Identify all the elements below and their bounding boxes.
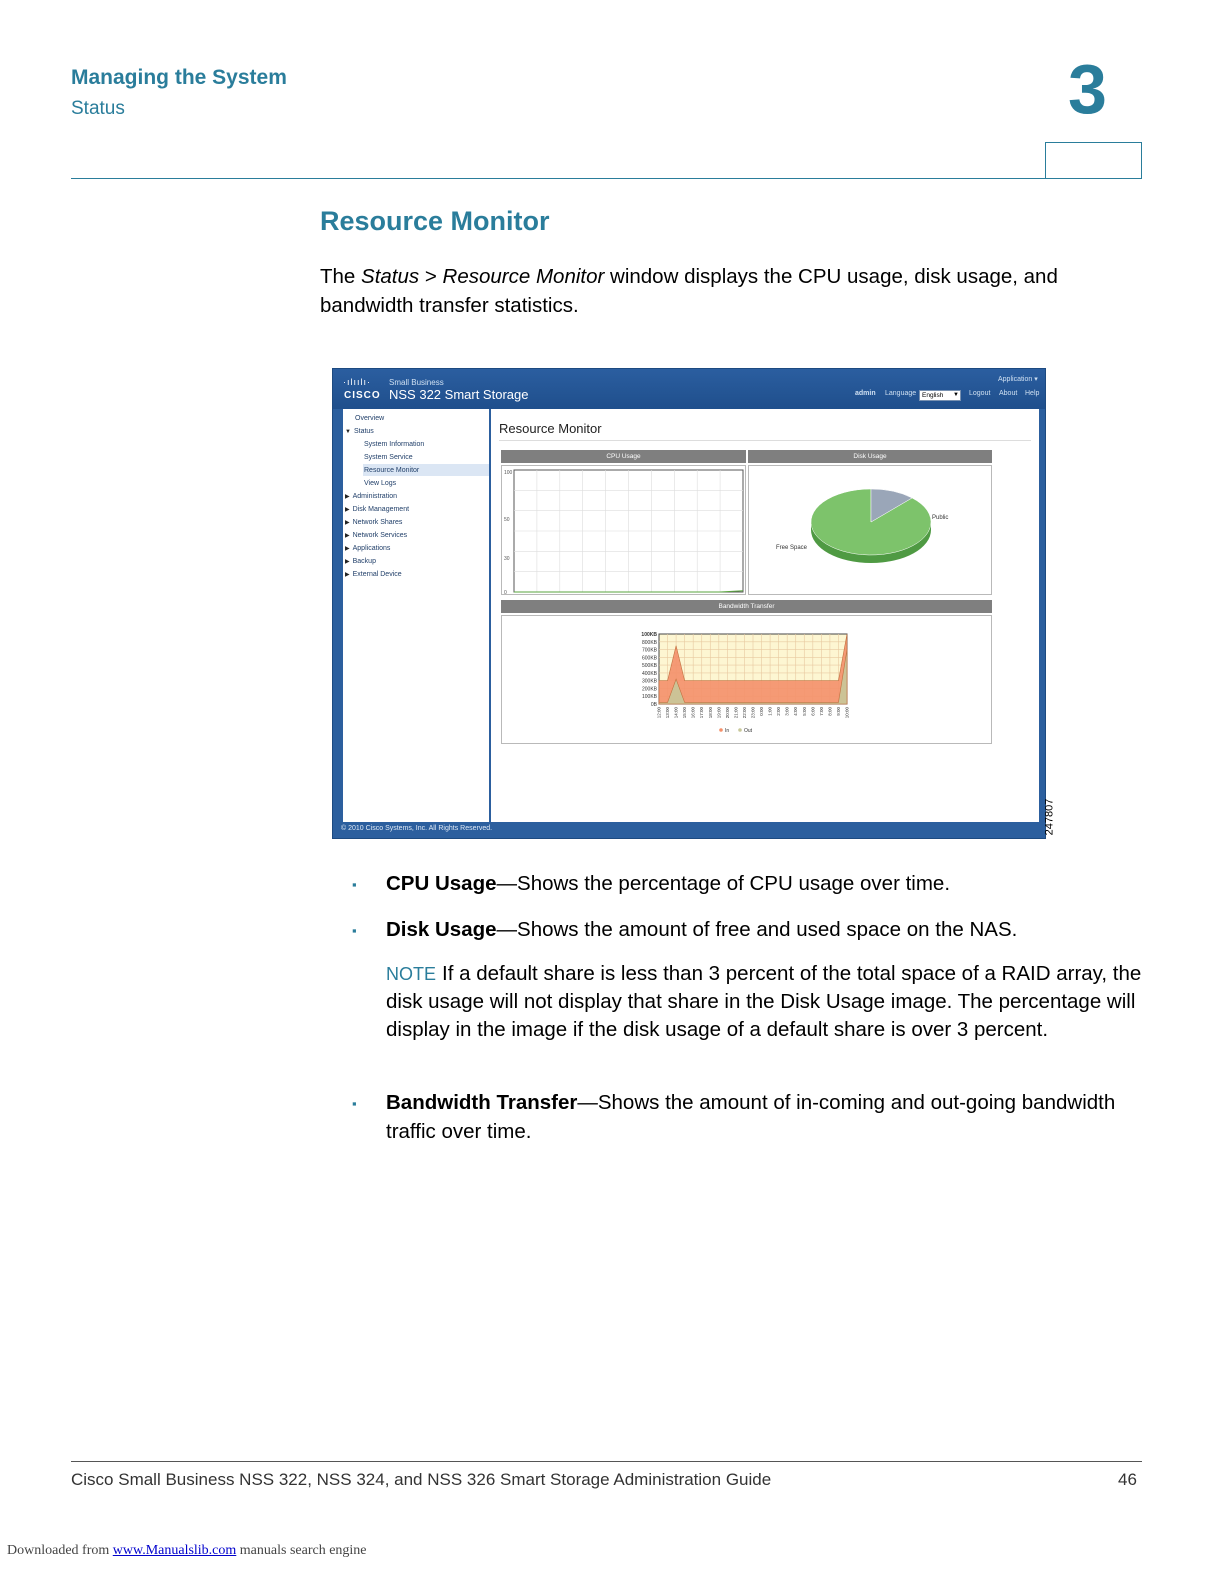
nav-system-information[interactable]: System Information: [364, 441, 425, 448]
note-block: [386, 960, 1146, 1044]
bullet-square-icon: ▪: [352, 1096, 357, 1111]
nav-backup-label: Backup: [352, 558, 376, 565]
intro-paragraph: [320, 262, 1150, 320]
bw-x-tick-label: 1:00: [767, 707, 773, 716]
bandwidth-transfer-chart: [502, 616, 991, 743]
cpu-tick-label: 30: [504, 555, 510, 562]
logout-link[interactable]: Logout: [969, 390, 991, 397]
nav-administration-label: Administration: [352, 493, 397, 500]
bw-x-tick-label: 16:00: [690, 707, 696, 719]
bw-y-tick-label: 700KB: [641, 647, 657, 654]
nav-disk-management-label: Disk Management: [352, 506, 410, 513]
footer-rule: [71, 1461, 1142, 1462]
bw-x-tick-label: 15:00: [682, 707, 688, 719]
chapter-title: Managing the System: [71, 66, 287, 89]
application-menu[interactable]: Application ▾: [998, 376, 1038, 383]
bw-x-tick-label: 2:00: [776, 707, 782, 716]
bw-x-tick-label: 13:00: [665, 707, 671, 719]
nav-backup[interactable]: [345, 558, 376, 565]
chevron-down-icon: ▼: [953, 392, 959, 398]
bw-y-tick-label: 500KB: [641, 663, 657, 670]
bw-x-tick-label: 7:00: [818, 707, 824, 716]
bw-y-tick-label: 100KB: [641, 632, 657, 638]
bw-x-tick-label: 6:00: [810, 707, 816, 716]
bw-y-tick-label: 400KB: [641, 670, 657, 677]
nav-status[interactable]: [345, 428, 374, 435]
bw-x-tick-label: 5:00: [801, 707, 807, 716]
language-value: English: [922, 392, 944, 399]
bw-y-tick-label: 0B: [650, 702, 657, 708]
cpu-panel-header: CPU Usage: [501, 450, 746, 463]
section-title: Resource Monitor: [320, 206, 550, 236]
bw-legend-marker: [719, 728, 723, 732]
bw-x-tick-label: 8:00: [827, 707, 833, 716]
nav-network-shares-label: Network Shares: [352, 519, 403, 526]
page-title: Resource Monitor: [499, 421, 602, 436]
help-link[interactable]: Help: [1025, 390, 1040, 397]
sidebar-nav: [343, 409, 489, 822]
nav-administration[interactable]: [345, 493, 397, 500]
cpu-tick-label: 50: [504, 516, 510, 523]
nav-applications[interactable]: [345, 545, 390, 552]
intro-text-1: The: [320, 265, 362, 288]
bw-y-tick-label: 200KB: [641, 686, 657, 693]
nav-applications-label: Applications: [352, 545, 391, 552]
bw-x-tick-label: 22:00: [741, 707, 747, 719]
about-link[interactable]: About: [999, 390, 1018, 397]
bw-x-tick-label: 0:00: [759, 707, 765, 716]
disk-panel-header: Disk Usage: [748, 450, 992, 463]
figure-number: [1045, 795, 1061, 841]
chapter-tab-box: [1045, 142, 1142, 179]
bw-y-tick-label: 600KB: [641, 655, 657, 662]
figure-number-text: 247807: [1043, 798, 1056, 836]
bandwidth-panel-header: Bandwidth Transfer: [501, 600, 992, 613]
download-note: [7, 1543, 367, 1559]
bw-x-tick-label: 10:00: [844, 707, 850, 719]
nav-view-logs[interactable]: View Logs: [364, 480, 397, 487]
bw-x-tick-label: 9:00: [835, 707, 841, 716]
bw-legend-marker: [738, 728, 742, 732]
expanded-triangle-icon: ▼: [345, 429, 351, 435]
nav-disk-management[interactable]: [345, 506, 409, 513]
bullet-square-icon: ▪: [352, 923, 357, 938]
bw-y-tick-label: 300KB: [641, 678, 657, 685]
collapsed-triangle-icon: ▶: [345, 559, 350, 565]
bw-y-tick-label: 800KB: [641, 639, 657, 646]
nav-network-shares[interactable]: [345, 519, 402, 526]
note-label: NOTE: [386, 964, 437, 984]
cpu-usage-term: CPU Usage: [386, 872, 497, 895]
bw-legend-label: Out: [744, 728, 753, 734]
intro-resource-monitor: Resource Monitor: [442, 265, 605, 288]
bw-x-tick-label: 20:00: [724, 707, 730, 719]
bw-x-tick-label: 23:00: [750, 707, 756, 719]
intro-separator: >: [419, 265, 443, 288]
intro-text-2: window displays the CPU usage, disk usage, and bandwidth transfer statistics.: [320, 265, 1058, 317]
cisco-logo-text: CISCO: [344, 390, 381, 401]
bw-x-tick-label: 19:00: [716, 707, 722, 719]
bw-x-tick-label: 4:00: [793, 707, 799, 716]
download-prefix: Downloaded from: [7, 1543, 113, 1558]
disk-usage-chart: [749, 466, 991, 594]
header-rule: [71, 178, 1142, 179]
download-suffix: manuals search engine: [236, 1543, 367, 1558]
collapsed-triangle-icon: ▶: [345, 572, 350, 578]
section-name: Status: [71, 98, 125, 119]
collapsed-triangle-icon: ▶: [345, 533, 350, 539]
nav-external-device-label: External Device: [352, 571, 402, 578]
language-label: Language: [885, 390, 917, 397]
bw-y-tick-label: 100KB: [641, 694, 657, 701]
product-name: NSS 322 Smart Storage: [389, 387, 529, 402]
nav-resource-monitor[interactable]: Resource Monitor: [364, 467, 420, 474]
bw-legend-label: In: [725, 728, 730, 734]
disk-usage-term: Disk Usage: [386, 918, 497, 941]
collapsed-triangle-icon: ▶: [345, 494, 350, 500]
nav-external-device[interactable]: [345, 571, 402, 578]
cpu-tick-label: 0: [504, 590, 507, 594]
bandwidth-term: Bandwidth Transfer: [386, 1091, 578, 1114]
app-copyright: © 2010 Cisco Systems, Inc. All Rights Reserved.: [341, 825, 493, 832]
cpu-chart-panel: [501, 465, 746, 595]
nav-system-service[interactable]: System Service: [364, 454, 413, 461]
cpu-usage-desc: —Shows the percentage of CPU usage over time.: [496, 872, 951, 895]
collapsed-triangle-icon: ▶: [345, 520, 350, 526]
language-select[interactable]: [919, 390, 961, 401]
main-content: [491, 409, 1039, 822]
bullet-disk-text: [386, 915, 1142, 944]
cpu-usage-chart: [502, 466, 745, 594]
small-business-label: Small Business: [389, 378, 444, 387]
bw-x-tick-label: 21:00: [733, 707, 739, 719]
bullet-square-icon: ▪: [352, 877, 357, 892]
footer-guide-title: Cisco Small Business NSS 322, NSS 324, and NSS 326 Smart Storage Administration Guide: [71, 1470, 772, 1489]
bw-x-tick-label: 18:00: [707, 707, 713, 719]
bullet-cpu-text: [386, 869, 1142, 898]
title-rule: [499, 440, 1031, 441]
page-number: 46: [1118, 1470, 1137, 1489]
bw-x-tick-label: 12:00: [656, 707, 662, 719]
collapsed-triangle-icon: ▶: [345, 507, 350, 513]
nav-status-label: Status: [353, 428, 374, 435]
app-header-bar: [333, 369, 1046, 409]
note-text: If a default share is less than 3 percent of the total space of a RAID array, the disk usage will not display that share in the Disk Usage image. The percentage will display in the image if the disk usage of a default share is over 3 percent.: [386, 962, 1142, 1041]
bandwidth-desc: —Shows the amount of in-coming and out-going bandwidth traffic over time.: [386, 1091, 1116, 1143]
disk-chart-panel: [748, 465, 992, 595]
bullet-bandwidth-text: [386, 1088, 1142, 1146]
manualslib-link[interactable]: www.Manualslib.com: [112, 1543, 237, 1558]
pie-label-public: Public: [932, 515, 949, 521]
user-name: admin: [855, 390, 876, 397]
nav-network-services-label: Network Services: [352, 532, 408, 539]
resource-monitor-screenshot: [332, 368, 1046, 839]
pie-label-free-space: Free Space: [776, 545, 808, 551]
disk-usage-desc: —Shows the amount of free and used space on the NAS.: [496, 918, 1018, 941]
bandwidth-chart-panel: [501, 615, 992, 744]
collapsed-triangle-icon: ▶: [345, 546, 350, 552]
bw-x-tick-label: 14:00: [673, 707, 679, 719]
bw-x-tick-label: 17:00: [699, 707, 705, 719]
bw-x-tick-label: 3:00: [784, 707, 790, 716]
nav-overview[interactable]: Overview: [355, 415, 385, 422]
cpu-tick-label: 100: [504, 470, 513, 476]
cisco-logo-icon: ·ılıılı·: [343, 377, 371, 387]
chapter-number: 3: [1068, 50, 1107, 128]
intro-status: Status: [361, 265, 420, 288]
nav-network-services[interactable]: [345, 532, 407, 539]
